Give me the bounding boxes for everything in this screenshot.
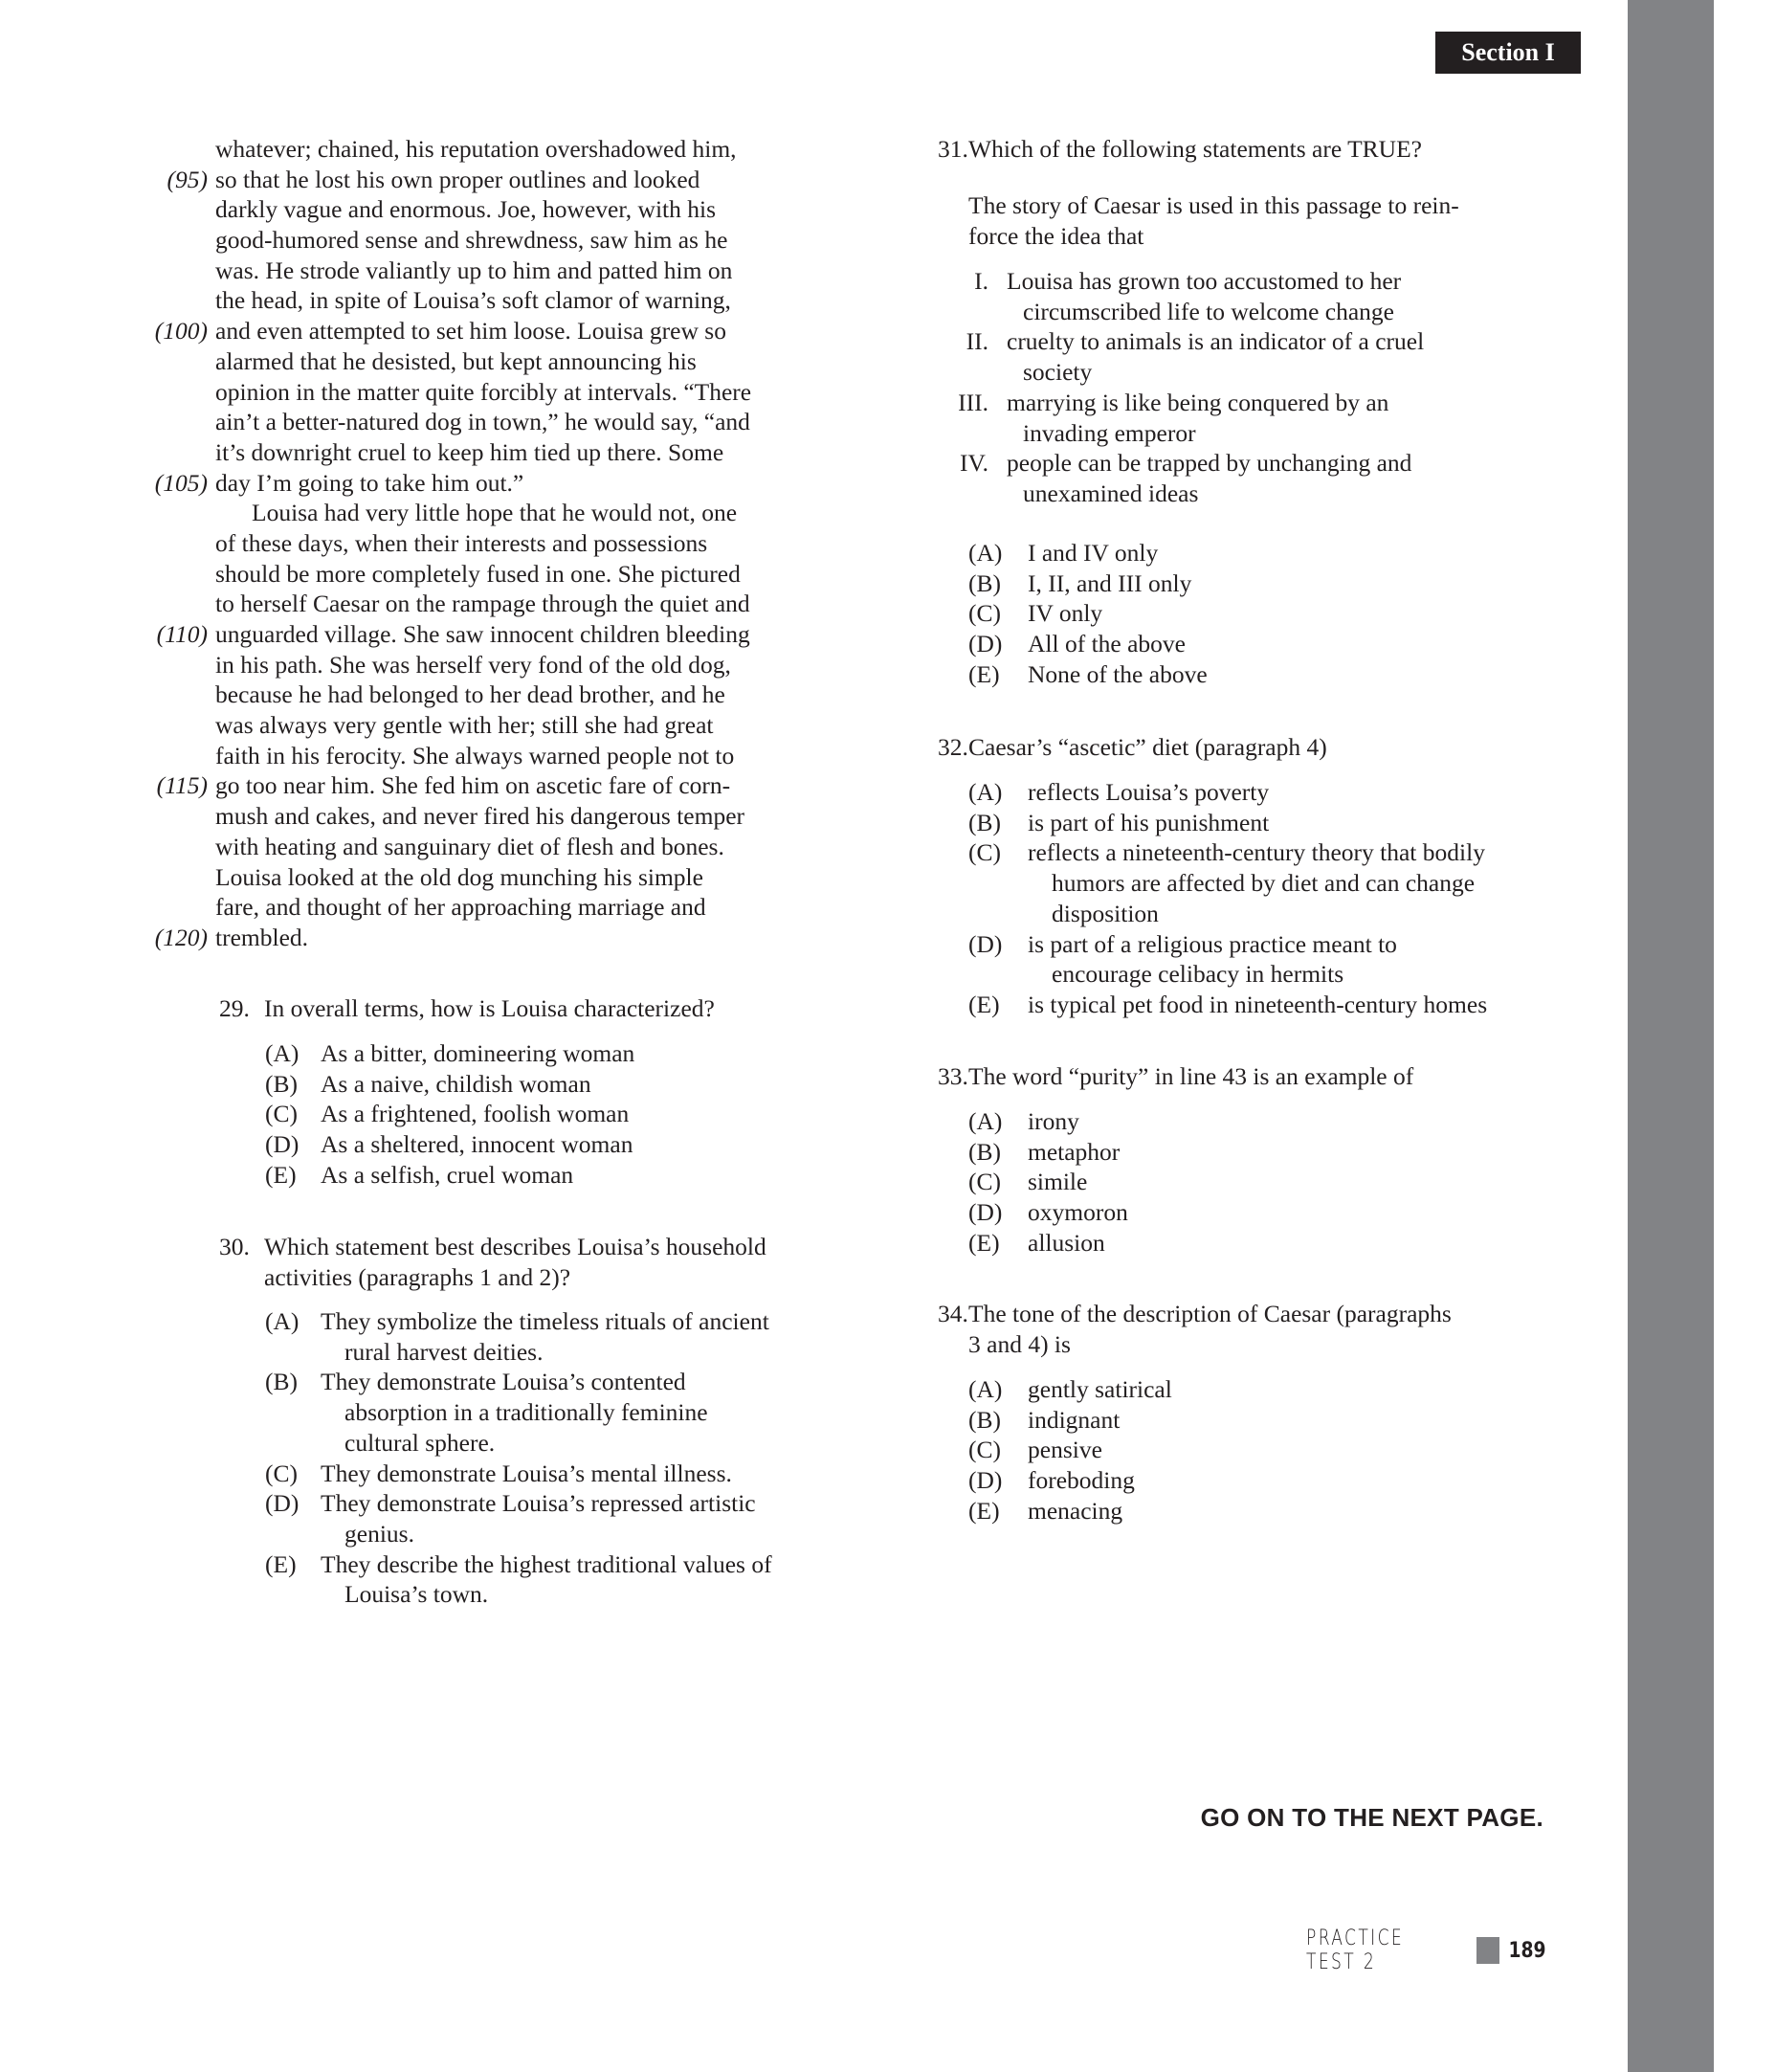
choice-letter: (C) — [265, 1100, 298, 1128]
answer-choice[interactable] — [0, 1137, 1, 1138]
footer-square — [1476, 1937, 1499, 1964]
choice-letter: (B) — [265, 1368, 298, 1396]
answer-choice[interactable] — [0, 990, 1, 991]
passage-line — [215, 680, 751, 710]
statement-text: cruelty to animals is an indicator of a cruel — [1007, 327, 1425, 356]
line-text: the head, in spite of Louisa’s soft clamor of warning, — [215, 286, 731, 315]
choice-letter: (A) — [968, 539, 1003, 567]
passage-line — [215, 741, 751, 771]
choice-text: reflects a nineteenth-century theory that bodily — [1028, 838, 1485, 867]
roman-numeral: III. — [958, 388, 988, 416]
page-footer — [1306, 1927, 1549, 1974]
question-stem: The word “purity” in line 43 is an example of — [968, 1062, 1414, 1090]
line-text: of these days, when their interests and possessions — [215, 528, 708, 557]
line-text: it’s downright cruel to keep him tied up there. Some — [215, 437, 724, 466]
passage-line — [215, 801, 751, 832]
answer-choice[interactable] — [0, 1496, 1, 1497]
answer-choice[interactable] — [0, 777, 1, 778]
answer-choice[interactable] — [0, 1099, 1, 1100]
question-number: 33. — [938, 1062, 968, 1090]
choice-text: simile — [1028, 1168, 1088, 1196]
choice-text: menacing — [1028, 1496, 1123, 1525]
line-text: opinion in the matter quite forcibly at intervals. “There — [215, 377, 752, 406]
choice-text: cultural sphere. — [344, 1428, 496, 1457]
answer-choice[interactable] — [0, 568, 1, 569]
passage-line — [215, 194, 751, 225]
line-text: to herself Caesar on the rampage through the quiet and — [215, 590, 750, 618]
line-number: (110) — [156, 620, 208, 648]
question-stem: 3 and 4) is — [968, 1329, 1071, 1358]
question-number: 32. — [938, 733, 968, 761]
line-text: in his path. She was herself very fond of the old dog, — [215, 650, 731, 679]
choice-text: rural harvest deities. — [344, 1337, 544, 1366]
choice-text: I, II, and III only — [1028, 568, 1192, 597]
choice-letter: (A) — [968, 1107, 1003, 1135]
answer-choice[interactable] — [0, 1167, 1, 1168]
answer-choice[interactable] — [0, 538, 1, 539]
question-stem: The tone of the description of Caesar (paragraphs — [968, 1300, 1452, 1327]
choice-text: I and IV only — [1028, 539, 1159, 567]
choice-text: They demonstrate Louisa’s contented — [321, 1368, 686, 1396]
passage-line — [215, 134, 751, 165]
choice-text: gently satirical — [1028, 1375, 1172, 1403]
choice-text: is part of a religious practice meant to — [1028, 929, 1397, 958]
choice-text: Louisa’s town. — [344, 1580, 489, 1609]
statement-text: circumscribed life to welcome change — [1023, 297, 1394, 325]
answer-choice[interactable] — [0, 929, 1, 930]
line-text: and even attempted to set him loose. Louisa grew so — [215, 317, 726, 345]
line-text: whatever; chained, his reputation overshadowed him, — [215, 135, 737, 163]
choice-text: indignant — [1028, 1405, 1121, 1434]
choice-letter: (B) — [968, 1405, 1001, 1434]
passage-line — [156, 619, 751, 650]
line-text: ain’t a better-natured dog in town,” he would say, “and — [215, 408, 750, 436]
answer-choice[interactable] — [0, 1038, 1, 1039]
question-paragraph: The story of Caesar is used in this passage to rein- — [968, 191, 1459, 219]
passage — [154, 134, 752, 953]
line-text: because he had belonged to her dead brother, and he — [215, 680, 725, 709]
line-text: mush and cakes, and never fired his dangerous temper — [215, 802, 745, 831]
choice-letter: (D) — [265, 1489, 300, 1518]
passage-line — [215, 650, 751, 680]
choice-text: As a frightened, foolish woman — [321, 1100, 630, 1128]
passage-line — [215, 407, 751, 437]
statement-text: people can be trapped by unchanging and — [1007, 449, 1412, 478]
choice-letter: (B) — [968, 568, 1001, 597]
line-text: Louisa had very little hope that he would not, one — [252, 499, 738, 527]
choice-text: As a selfish, cruel woman — [321, 1160, 574, 1189]
passage-line — [215, 285, 751, 316]
passage-line — [215, 498, 751, 528]
choice-letter: (C) — [968, 599, 1001, 628]
passage-line — [154, 316, 751, 346]
choice-letter: (E) — [968, 1228, 1000, 1257]
answer-choice[interactable] — [0, 1435, 1, 1436]
answer-choice[interactable] — [0, 1160, 1, 1161]
choice-letter: (A) — [968, 1375, 1003, 1403]
line-text: fare, and thought of her approaching marriage and — [215, 893, 706, 922]
statement-text: Louisa has grown too accustomed to her — [1007, 267, 1402, 295]
answer-choice[interactable] — [0, 1129, 1, 1130]
question-stem: In overall terms, how is Louisa characterized? — [264, 994, 715, 1022]
choice-text: is part of his punishment — [1028, 808, 1270, 836]
line-text: day I’m going to take him out.” — [215, 468, 524, 497]
question-number: 34. — [938, 1300, 968, 1327]
choice-text: foreboding — [1028, 1466, 1135, 1495]
passage-line — [215, 559, 751, 590]
line-text: faith in his ferocity. She always warned people not to — [215, 741, 735, 769]
choice-text: disposition — [1052, 899, 1159, 927]
line-number: (95) — [166, 165, 208, 193]
choice-text: pensive — [1028, 1436, 1102, 1464]
passage-line — [215, 832, 751, 862]
choice-text: absorption in a traditionally feminine — [344, 1398, 708, 1427]
choice-text: allusion — [1028, 1228, 1105, 1257]
passage-line — [215, 862, 751, 893]
answer-choice[interactable] — [0, 629, 1, 630]
choice-text: encourage celibacy in hermits — [1052, 960, 1344, 989]
roman-numeral: IV. — [960, 449, 988, 478]
passage-line — [215, 589, 751, 619]
question-paragraph: force the idea that — [968, 221, 1144, 250]
choice-text: humors are affected by diet and can change — [1052, 869, 1476, 898]
answer-choice[interactable] — [0, 598, 1, 599]
line-text: go too near him. She fed him on ascetic fare of corn- — [215, 771, 731, 800]
choice-text: IV only — [1028, 599, 1103, 628]
choice-letter: (A) — [968, 778, 1003, 806]
answer-choice[interactable] — [0, 1405, 1, 1406]
question-stem: Caesar’s “ascetic” diet (paragraph 4) — [968, 733, 1327, 761]
statement-text: invading emperor — [1023, 418, 1196, 447]
passage-line — [215, 710, 751, 741]
choice-text: reflects Louisa’s poverty — [1028, 778, 1270, 806]
choice-text: As a bitter, domineering woman — [321, 1039, 635, 1067]
line-text: unguarded village. She saw innocent children bleeding — [215, 620, 750, 648]
choice-text: They symbolize the timeless rituals of ancient — [321, 1307, 769, 1335]
choice-letter: (E) — [265, 1549, 297, 1578]
passage-line — [154, 923, 751, 953]
choice-letter: (B) — [968, 808, 1001, 836]
choice-letter: (D) — [968, 1198, 1003, 1227]
line-text: was. He strode valiantly up to him and patted him on — [215, 256, 733, 284]
question-stem: Which of the following statements are TRUE? — [968, 135, 1422, 163]
question-number: 29. — [219, 994, 250, 1022]
choice-letter: (C) — [968, 1168, 1001, 1196]
line-text: darkly vague and enormous. Joe, however, with his — [215, 195, 717, 224]
passage-line — [215, 437, 751, 468]
answer-choice[interactable] — [0, 1306, 1, 1307]
question-number: 31. — [938, 135, 968, 163]
book-label: PRACTICE TEST 2 — [1306, 1927, 1405, 1974]
answer-choice[interactable] — [0, 1374, 1, 1375]
statement-text: marrying is like being conquered by an — [1007, 388, 1389, 416]
line-text: with heating and sanguinary diet of flesh and bones. — [215, 832, 724, 860]
line-number: (100) — [154, 317, 208, 345]
roman-numeral: II. — [966, 327, 988, 356]
choice-text: They describe the highest traditional values of — [321, 1549, 772, 1578]
line-number: (105) — [154, 468, 208, 497]
choice-text: All of the above — [1028, 630, 1186, 658]
statement-text: society — [1023, 358, 1093, 387]
roman-numeral: I. — [974, 267, 988, 295]
passage-line — [215, 892, 751, 923]
choice-text: As a sheltered, innocent woman — [321, 1130, 633, 1159]
choice-letter: (B) — [265, 1069, 298, 1098]
line-text: Louisa looked at the old dog munching his simple — [215, 862, 703, 891]
answer-choice[interactable] — [0, 1465, 1, 1466]
choice-letter: (C) — [265, 1459, 298, 1487]
answer-choice[interactable] — [0, 837, 1, 838]
passage-line — [215, 528, 751, 559]
passage-line — [154, 468, 751, 499]
answer-choice[interactable] — [0, 1549, 1, 1550]
choice-letter: (A) — [265, 1039, 300, 1067]
answer-choice[interactable] — [0, 659, 1, 660]
choice-letter: (D) — [968, 630, 1003, 658]
passage-line — [156, 770, 751, 801]
line-text: trembled. — [215, 923, 309, 951]
choice-letter: (C) — [968, 838, 1001, 867]
page-edge-bar — [1628, 0, 1714, 2072]
answer-choice[interactable] — [0, 1367, 1, 1368]
line-text: so that he lost his own proper outlines and looked — [215, 165, 700, 193]
answer-choice[interactable] — [0, 1197, 1, 1198]
line-text: should be more completely fused in one. She pictured — [215, 559, 741, 588]
passage-line — [166, 165, 751, 195]
answer-choice[interactable] — [0, 1069, 1, 1070]
line-text: was always very gentle with her; still she had great — [215, 711, 714, 740]
choice-letter: (E) — [265, 1160, 297, 1189]
passage-line — [215, 256, 751, 286]
choice-letter: (A) — [265, 1307, 300, 1335]
choice-letter: (D) — [968, 1466, 1003, 1495]
choice-letter: (C) — [968, 1436, 1001, 1464]
line-text: good-humored sense and shrewdness, saw him as he — [215, 226, 728, 255]
choice-text: They demonstrate Louisa’s mental illness. — [321, 1459, 732, 1487]
choice-text: As a naive, childish woman — [321, 1069, 591, 1098]
choice-letter: (E) — [968, 659, 1000, 688]
answer-choice[interactable] — [0, 1488, 1, 1489]
question-stem: activities (paragraphs 1 and 2)? — [264, 1262, 571, 1291]
passage-line — [215, 377, 751, 408]
question-number: 30. — [219, 1233, 250, 1260]
choice-text: irony — [1028, 1107, 1079, 1135]
choice-text: oxymoron — [1028, 1198, 1128, 1227]
line-text: alarmed that he desisted, but kept announcing his — [215, 346, 697, 375]
choice-letter: (D) — [968, 929, 1003, 958]
choice-text: They demonstrate Louisa’s repressed artistic — [321, 1489, 756, 1518]
answer-choice[interactable] — [0, 1228, 1, 1229]
line-number: (115) — [156, 771, 208, 800]
question-stem: Which statement best describes Louisa’s household — [264, 1233, 766, 1260]
line-number: (120) — [154, 923, 208, 951]
choice-text: None of the above — [1028, 659, 1208, 688]
go-on-next-page: GO ON TO THE NEXT PAGE. — [1200, 1803, 1543, 1832]
section-tab: Section I — [1435, 32, 1581, 74]
answer-choice[interactable] — [0, 808, 1, 809]
choice-letter: (E) — [968, 1496, 1000, 1525]
statement-text: unexamined ideas — [1023, 479, 1199, 507]
choice-letter: (E) — [968, 990, 1000, 1018]
choice-text: is typical pet food in nineteenth-century homes — [1028, 990, 1488, 1018]
choice-text: metaphor — [1028, 1137, 1121, 1166]
page-number: 189 — [1508, 1938, 1546, 1963]
passage-line — [215, 346, 751, 377]
answer-choice[interactable] — [0, 1106, 1, 1107]
choice-text: genius. — [344, 1519, 414, 1548]
choice-letter: (D) — [265, 1130, 300, 1159]
passage-line — [215, 225, 751, 256]
choice-letter: (B) — [968, 1137, 1001, 1166]
